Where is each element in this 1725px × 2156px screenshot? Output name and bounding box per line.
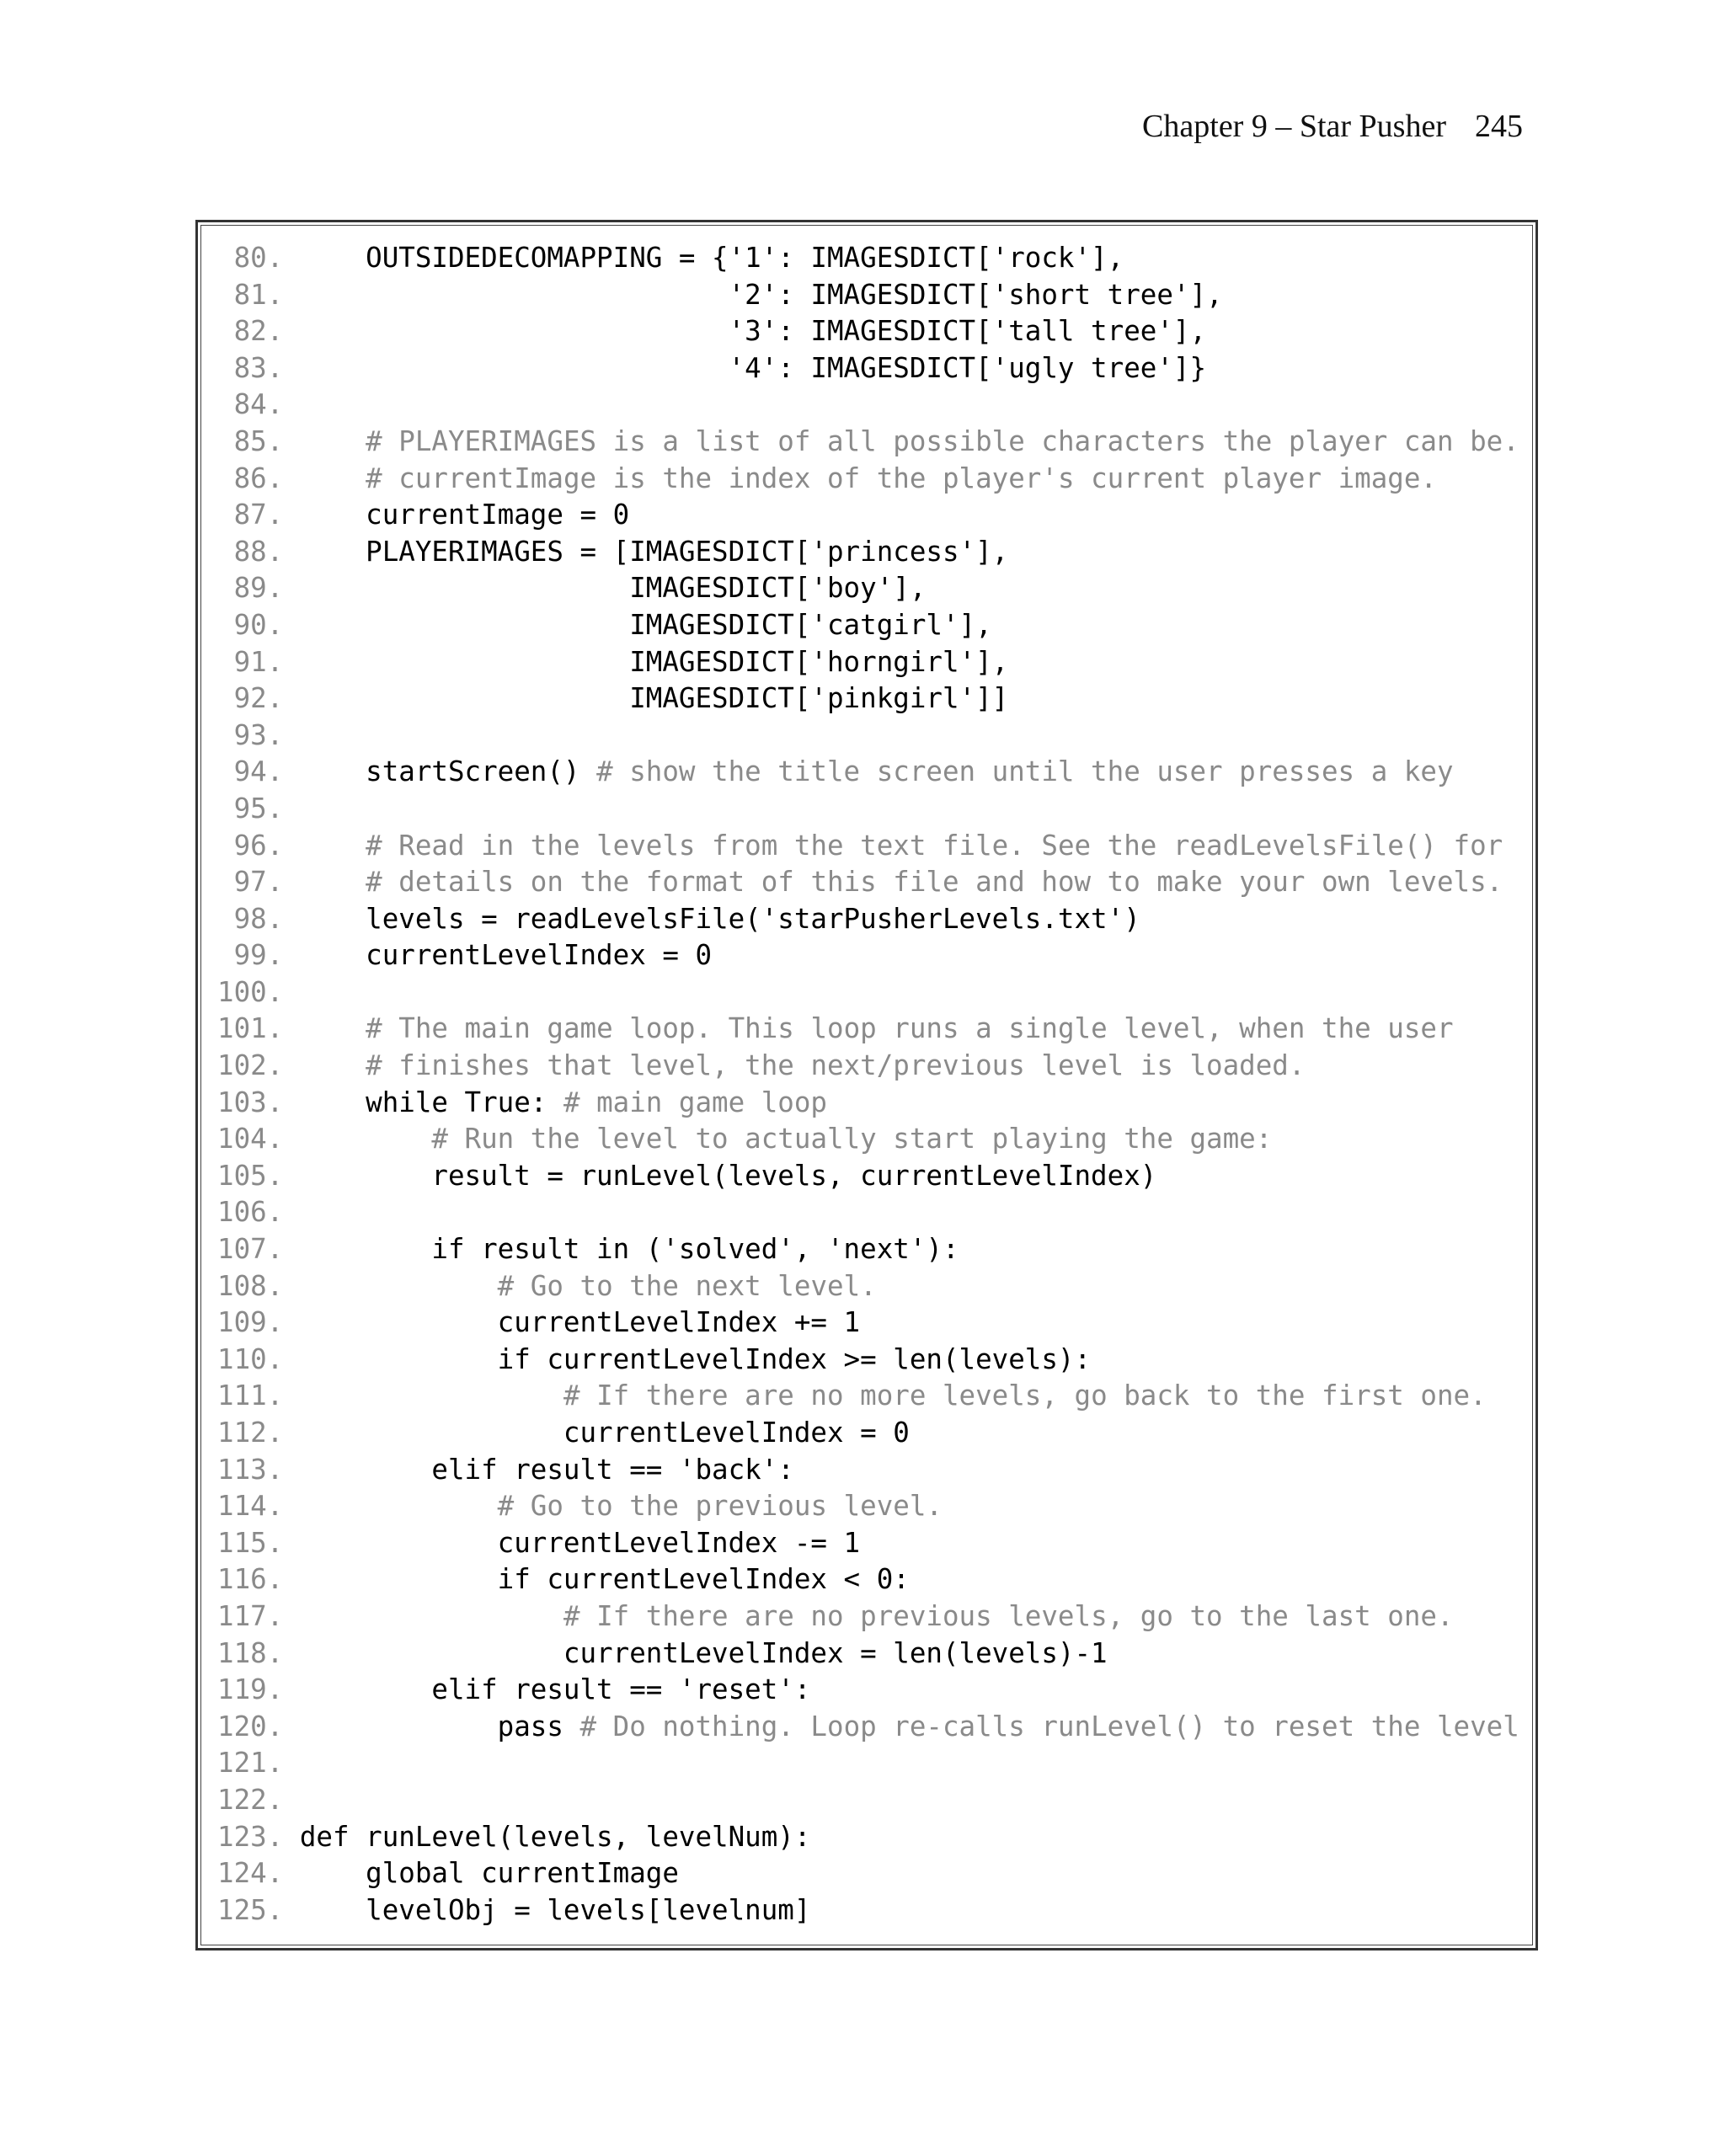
code-line xyxy=(217,387,1519,424)
line-gutter-space xyxy=(283,792,300,825)
code-line xyxy=(217,1085,1519,1122)
code-comment: # PLAYERIMAGES is a list of all possible characters the player can be. xyxy=(366,424,1519,457)
code-text: '4': IMAGESDICT['ugly tree']} xyxy=(299,351,1207,384)
code-text xyxy=(300,866,366,898)
chapter-title: Chapter 9 – Star Pusher xyxy=(1142,109,1446,144)
running-header xyxy=(1142,108,1523,145)
line-gutter-space xyxy=(283,939,300,971)
code-line xyxy=(217,901,1519,938)
line-gutter-space xyxy=(283,1563,300,1595)
line-gutter-space xyxy=(283,1784,300,1816)
code-text: currentLevelIndex -= 1 xyxy=(299,1526,861,1559)
code-line xyxy=(217,240,1519,277)
line-number: 80. xyxy=(217,242,284,274)
code-text xyxy=(300,830,366,862)
line-number: 118. xyxy=(217,1636,284,1669)
code-comment: # currentImage is the index of the player's current player image. xyxy=(366,462,1437,494)
line-gutter-space xyxy=(283,1600,300,1632)
code-text: OUTSIDEDECOMAPPING = {'1': IMAGESDICT['rock'], xyxy=(299,242,1124,274)
line-number: 103. xyxy=(217,1086,284,1118)
line-gutter-space xyxy=(283,279,300,311)
line-number: 117. xyxy=(217,1599,284,1632)
code-line xyxy=(217,1782,1519,1819)
page-number: 245 xyxy=(1475,109,1523,144)
code-text: if currentLevelIndex >= len(levels): xyxy=(299,1342,1092,1375)
line-gutter-space xyxy=(283,1196,300,1228)
code-line xyxy=(217,974,1519,1011)
line-gutter-space xyxy=(283,1710,300,1742)
code-line xyxy=(217,1415,1519,1452)
code-line xyxy=(217,1672,1519,1709)
line-gutter-space xyxy=(283,1454,300,1486)
line-gutter-space xyxy=(283,1673,300,1705)
code-line xyxy=(217,680,1519,718)
code-comment: # The main game loop. This loop runs a single level, when the user xyxy=(366,1012,1454,1045)
line-gutter-space xyxy=(283,572,300,604)
line-gutter-space xyxy=(283,976,300,1008)
line-gutter-space xyxy=(283,1894,300,1926)
line-gutter-space xyxy=(283,755,300,787)
line-number: 98. xyxy=(217,902,284,935)
line-gutter-space xyxy=(283,1160,300,1192)
code-text: levels = readLevelsFile('starPusherLevels.txt') xyxy=(299,902,1140,935)
code-line xyxy=(217,1636,1519,1673)
line-gutter-space xyxy=(283,425,300,457)
code-line xyxy=(217,570,1519,607)
line-gutter-space xyxy=(283,1747,300,1779)
line-number: 96. xyxy=(217,829,284,862)
code-text: result = runLevel(levels, currentLevelIndex) xyxy=(299,1159,1157,1192)
code-line xyxy=(217,937,1519,974)
code-text: def runLevel(levels, levelNum): xyxy=(299,1820,811,1853)
line-number: 106. xyxy=(217,1196,284,1229)
code-line xyxy=(217,1452,1519,1489)
code-line xyxy=(217,1048,1519,1085)
line-gutter-space xyxy=(283,1086,300,1118)
line-number: 119. xyxy=(217,1673,284,1706)
code-text xyxy=(300,1049,366,1081)
code-line xyxy=(217,1305,1519,1342)
code-text: levelObj = levels[levelnum] xyxy=(299,1893,811,1926)
line-gutter-space xyxy=(283,609,300,641)
code-line xyxy=(217,313,1519,350)
line-gutter-space xyxy=(283,1343,300,1375)
line-gutter-space xyxy=(283,1637,300,1669)
code-text: currentLevelIndex = 0 xyxy=(299,939,713,972)
line-gutter-space xyxy=(283,1306,300,1338)
code-line xyxy=(217,607,1519,644)
line-gutter-space xyxy=(283,830,300,862)
code-line xyxy=(217,424,1519,461)
line-gutter-space xyxy=(283,1380,300,1412)
code-comment: # Do nothing. Loop re-calls runLevel() to reset the level xyxy=(579,1710,1519,1742)
code-text: '2': IMAGESDICT['short tree'], xyxy=(299,278,1223,311)
line-number: 123. xyxy=(217,1820,284,1853)
code-line xyxy=(217,1598,1519,1636)
line-number: 89. xyxy=(217,572,284,605)
code-comment: # finishes that level, the next/previous level is loaded. xyxy=(366,1049,1306,1082)
line-number: 102. xyxy=(217,1049,284,1082)
line-gutter-space xyxy=(283,462,300,494)
line-number: 101. xyxy=(217,1012,284,1045)
code-comment: # If there are no more levels, go back to the first one. xyxy=(563,1380,1487,1412)
line-gutter-space xyxy=(283,1233,300,1265)
code-comment: # show the title screen until the user presses a key xyxy=(596,755,1454,788)
code-line xyxy=(217,1194,1519,1231)
line-number: 91. xyxy=(217,645,284,678)
line-number: 95. xyxy=(217,792,284,825)
code-comment: # Read in the levels from the text file. See the readLevelsFile() for xyxy=(366,829,1503,862)
code-text: pass xyxy=(299,1710,580,1742)
line-number: 100. xyxy=(217,975,284,1008)
code-line xyxy=(217,1158,1519,1195)
code-comment: # main game loop xyxy=(563,1086,828,1118)
line-gutter-space xyxy=(283,1012,300,1044)
code-text xyxy=(300,1012,366,1044)
code-text: IMAGESDICT['catgirl'], xyxy=(299,608,992,641)
line-number: 108. xyxy=(217,1269,284,1302)
code-line xyxy=(217,1488,1519,1525)
line-number: 94. xyxy=(217,755,284,788)
line-gutter-space xyxy=(283,1857,300,1889)
code-text: elif result == 'reset': xyxy=(299,1673,811,1706)
code-text xyxy=(300,1600,563,1632)
line-gutter-space xyxy=(283,903,300,935)
code-text xyxy=(300,1123,432,1155)
line-number: 121. xyxy=(217,1747,284,1780)
line-gutter-space xyxy=(283,315,300,347)
code-comment: # Go to the previous level. xyxy=(497,1490,943,1523)
line-gutter-space xyxy=(283,1049,300,1081)
line-gutter-space xyxy=(283,242,300,274)
code-line xyxy=(217,534,1519,571)
code-line xyxy=(217,1525,1519,1562)
line-number: 93. xyxy=(217,718,284,751)
line-number: 116. xyxy=(217,1563,284,1596)
code-line xyxy=(217,461,1519,498)
line-number: 112. xyxy=(217,1417,284,1449)
line-gutter-space xyxy=(283,1821,300,1853)
code-text: currentLevelIndex = len(levels)-1 xyxy=(299,1636,1108,1669)
code-comment: # details on the format of this file and how to make your own levels. xyxy=(366,866,1503,899)
code-line xyxy=(217,1011,1519,1048)
line-number: 109. xyxy=(217,1306,284,1339)
code-line xyxy=(217,1855,1519,1892)
line-gutter-space xyxy=(283,1417,300,1449)
code-text xyxy=(300,1270,498,1302)
code-text xyxy=(300,1380,563,1412)
line-number: 122. xyxy=(217,1783,284,1816)
code-line xyxy=(217,1892,1519,1929)
code-text: while True: xyxy=(299,1086,563,1118)
line-number: 99. xyxy=(217,939,284,972)
line-number: 85. xyxy=(217,424,284,457)
line-number: 92. xyxy=(217,682,284,715)
line-gutter-space xyxy=(283,719,300,751)
code-line xyxy=(217,1121,1519,1158)
code-line xyxy=(217,277,1519,314)
code-line xyxy=(217,497,1519,534)
line-number: 97. xyxy=(217,866,284,899)
line-gutter-space xyxy=(283,499,300,531)
line-number: 113. xyxy=(217,1453,284,1486)
code-text: IMAGESDICT['horngirl'], xyxy=(299,645,1009,678)
code-text: PLAYERIMAGES = [IMAGESDICT['princess'], xyxy=(299,535,1009,568)
line-number: 125. xyxy=(217,1893,284,1926)
code-line xyxy=(217,1342,1519,1379)
line-gutter-space xyxy=(283,1270,300,1302)
code-line xyxy=(217,864,1519,901)
line-number: 83. xyxy=(217,351,284,384)
code-line xyxy=(217,1819,1519,1856)
line-number: 114. xyxy=(217,1490,284,1523)
code-line xyxy=(217,1745,1519,1782)
line-gutter-space xyxy=(283,1123,300,1155)
code-line xyxy=(217,1378,1519,1415)
line-gutter-space xyxy=(283,1490,300,1522)
code-text xyxy=(300,1490,498,1522)
code-text: global currentImage xyxy=(299,1857,679,1890)
code-text xyxy=(300,425,366,457)
line-number: 115. xyxy=(217,1526,284,1559)
code-listing xyxy=(217,240,1519,1929)
code-text: '3': IMAGESDICT['tall tree'], xyxy=(299,315,1207,348)
code-line xyxy=(217,1709,1519,1746)
code-text: if currentLevelIndex < 0: xyxy=(299,1563,910,1596)
line-number: 87. xyxy=(217,499,284,531)
code-text: IMAGESDICT['pinkgirl']] xyxy=(299,682,1009,715)
line-gutter-space xyxy=(283,682,300,714)
code-text: startScreen() xyxy=(299,755,597,788)
line-gutter-space xyxy=(283,352,300,384)
code-line xyxy=(217,754,1519,791)
line-number: 107. xyxy=(217,1233,284,1266)
code-comment: # Run the level to actually start playing the game: xyxy=(431,1123,1273,1155)
line-number: 82. xyxy=(217,315,284,348)
code-text: currentImage = 0 xyxy=(299,499,630,531)
line-number: 88. xyxy=(217,535,284,568)
line-gutter-space xyxy=(283,646,300,678)
code-line xyxy=(217,1268,1519,1305)
line-number: 86. xyxy=(217,462,284,494)
line-number: 105. xyxy=(217,1159,284,1192)
line-number: 84. xyxy=(217,388,284,421)
line-gutter-space xyxy=(283,388,300,420)
line-number: 81. xyxy=(217,278,284,311)
code-text: elif result == 'back': xyxy=(299,1453,794,1486)
code-text xyxy=(300,462,366,494)
line-number: 90. xyxy=(217,608,284,641)
code-line xyxy=(217,350,1519,387)
code-text: currentLevelIndex += 1 xyxy=(299,1306,861,1339)
code-line xyxy=(217,1561,1519,1598)
code-line xyxy=(217,791,1519,828)
line-gutter-space xyxy=(283,866,300,898)
code-line xyxy=(217,718,1519,755)
line-number: 124. xyxy=(217,1857,284,1890)
line-number: 104. xyxy=(217,1123,284,1155)
line-number: 110. xyxy=(217,1342,284,1375)
code-comment: # If there are no previous levels, go to the last one. xyxy=(563,1599,1454,1632)
code-text: IMAGESDICT['boy'], xyxy=(299,572,927,605)
code-line xyxy=(217,1231,1519,1268)
code-comment: # Go to the next level. xyxy=(497,1269,877,1302)
code-line xyxy=(217,828,1519,865)
code-text: currentLevelIndex = 0 xyxy=(299,1417,910,1449)
line-number: 111. xyxy=(217,1380,284,1412)
code-line xyxy=(217,644,1519,681)
line-gutter-space xyxy=(283,1527,300,1559)
line-gutter-space xyxy=(283,536,300,568)
line-number: 120. xyxy=(217,1710,284,1742)
code-text: if result in ('solved', 'next'): xyxy=(299,1233,959,1266)
